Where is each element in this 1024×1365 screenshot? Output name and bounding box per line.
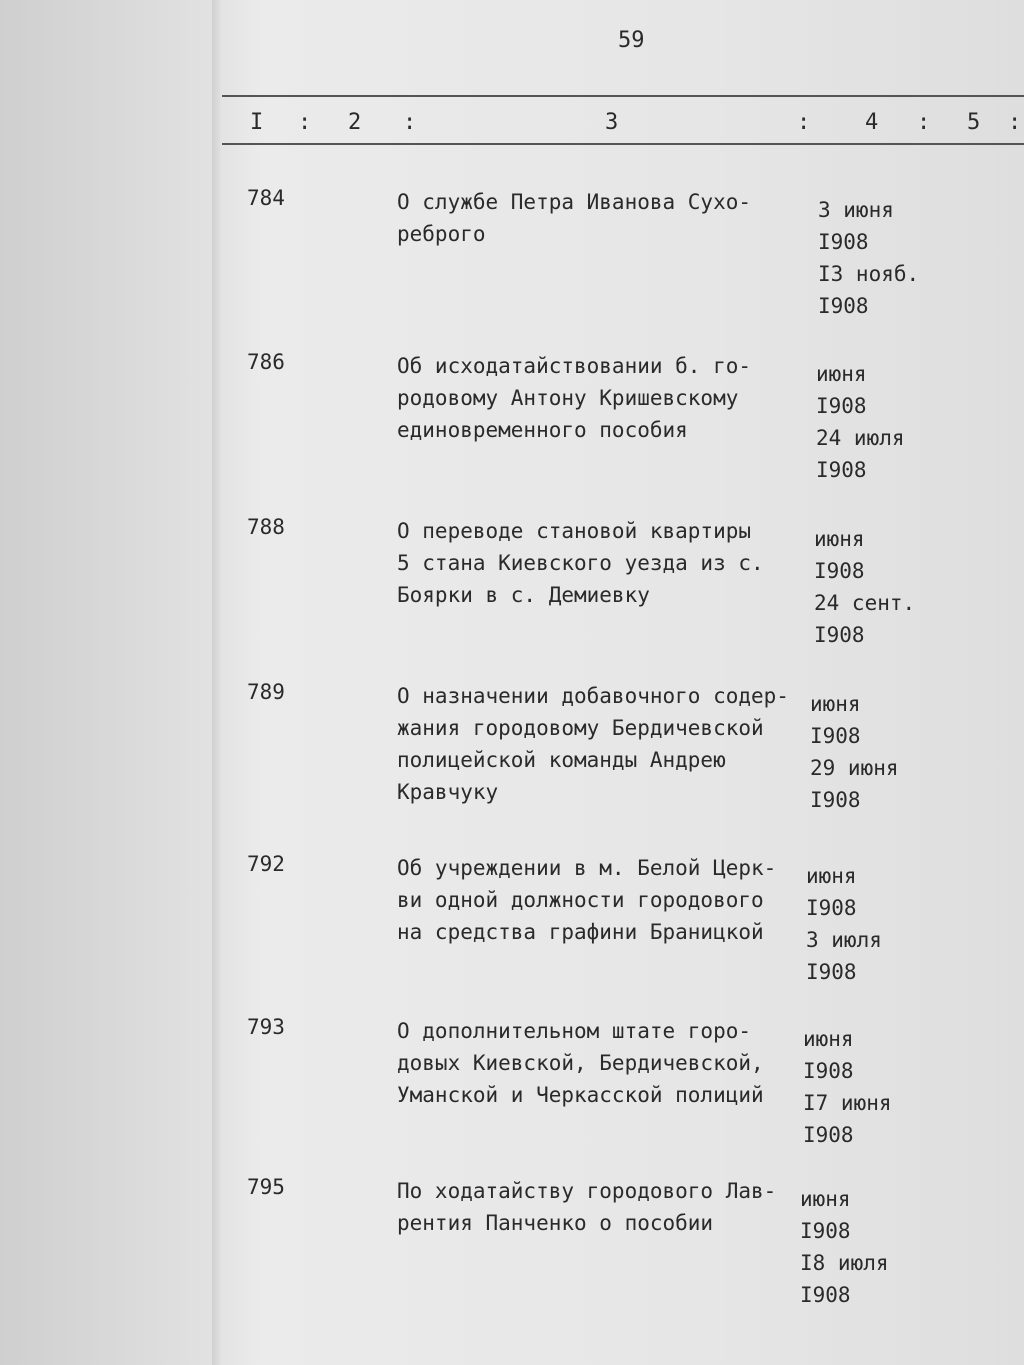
entry-date-line: июня	[800, 1187, 851, 1211]
entry-number: 793	[247, 1015, 285, 1039]
entry-date-line: I908	[818, 230, 869, 254]
entry-title	[397, 350, 817, 446]
entry-date-line: июня	[803, 1027, 854, 1051]
header-col-1: I	[250, 110, 265, 135]
entry-date-line: I908	[816, 458, 867, 482]
entry-title-line: Уманской и Черкасской полиций	[397, 1083, 764, 1107]
entry-title-line: реброго	[397, 222, 486, 246]
entry-date-line: I908	[818, 294, 869, 318]
page-number: 59	[618, 28, 645, 53]
header-sep: :	[797, 110, 812, 135]
entry-title	[397, 515, 817, 611]
entry-date-line: 3 июля	[806, 928, 882, 952]
header-col-2: 2	[348, 110, 363, 135]
entry-title-line: О службе Петра Иванова Сухо-	[397, 190, 752, 214]
entry-title-line: родовому Антону Кришевскому	[397, 386, 739, 410]
entry-dates	[800, 1183, 889, 1311]
header-col-5: 5	[967, 110, 982, 135]
entry-title-line: О дополнительном штате горо-	[397, 1019, 752, 1043]
header-sep: :	[1008, 110, 1023, 135]
entry-date-line: июня	[810, 692, 861, 716]
entry-title	[397, 852, 817, 948]
entry-dates	[816, 358, 905, 486]
entry-number: 788	[247, 515, 285, 539]
entry-date-line: 3 июня	[818, 198, 894, 222]
header-sep: :	[298, 110, 313, 135]
entry-title	[397, 186, 817, 250]
entry-title-line: Кравчуку	[397, 780, 499, 804]
entry-title	[397, 1175, 817, 1239]
entry-number: 786	[247, 350, 285, 374]
entry-date-line: июня	[816, 362, 867, 386]
entry-title-line: рентия Панченко о пособии	[397, 1211, 714, 1235]
entry-number: 795	[247, 1175, 285, 1199]
entry-date-line: I908	[814, 623, 865, 647]
entry-title-line: 5 стана Киевского уезда из с.	[397, 551, 764, 575]
entry-title	[397, 680, 817, 808]
entry-title-line: единовременного пособия	[397, 418, 688, 442]
entry-date-line: 24 июля	[816, 426, 905, 450]
entry-date-line: I908	[810, 788, 861, 812]
entry-title-line: О переводе становой квартиры	[397, 519, 752, 543]
header-top-rule	[222, 95, 1024, 97]
entry-title-line: на средства графини Браницкой	[397, 920, 764, 944]
entry-number: 784	[247, 186, 285, 210]
entry-title-line: жания городовому Бердичевской	[397, 716, 764, 740]
header-sep: :	[917, 110, 932, 135]
entry-dates	[814, 523, 915, 651]
entry-dates	[803, 1023, 892, 1151]
show-through-decoration: ⠀	[20, 140, 37, 165]
entry-date-line: I908	[814, 559, 865, 583]
entry-date-line: 24 сент.	[814, 591, 916, 615]
entry-date-line: I908	[800, 1219, 851, 1243]
header-col-3: 3	[605, 110, 620, 135]
entry-title-line: ви одной должности городового	[397, 888, 764, 912]
entry-date-line: I908	[803, 1059, 854, 1083]
entry-number: 792	[247, 852, 285, 876]
entry-date-line: I908	[800, 1283, 851, 1307]
entry-dates	[806, 860, 882, 988]
header-bottom-rule	[222, 143, 1024, 145]
entry-date-line: 29 июня	[810, 756, 899, 780]
entry-title-line: довых Киевской, Бердичевской,	[397, 1051, 764, 1075]
entry-date-line: I908	[806, 960, 857, 984]
entry-number: 789	[247, 680, 285, 704]
entry-title	[397, 1015, 817, 1111]
page-gutter-shadow	[212, 0, 222, 1365]
entry-dates	[818, 194, 919, 322]
entry-title-line: Об учреждении в м. Белой Церк-	[397, 856, 777, 880]
entry-title-line: По ходатайству городового Лав-	[397, 1179, 777, 1203]
entry-title-line: полицейской команды Андрею	[397, 748, 726, 772]
entry-date-line: I8 июля	[800, 1251, 889, 1275]
header-col-4: 4	[865, 110, 880, 135]
entry-date-line: I908	[806, 896, 857, 920]
entry-dates	[810, 688, 899, 816]
entry-date-line: июня	[806, 864, 857, 888]
entry-date-line: I908	[816, 394, 867, 418]
entry-date-line: I908	[803, 1123, 854, 1147]
entry-title-line: Боярки в с. Демиевку	[397, 583, 650, 607]
entry-date-line: I3 нояб.	[818, 262, 920, 286]
header-sep: :	[403, 110, 418, 135]
entry-date-line: июня	[814, 527, 865, 551]
entry-date-line: I7 июня	[803, 1091, 892, 1115]
entry-title-line: Об исходатайствовании б. го-	[397, 354, 752, 378]
entry-title-line: О назначении добавочного содер-	[397, 684, 789, 708]
entry-date-line: I908	[810, 724, 861, 748]
